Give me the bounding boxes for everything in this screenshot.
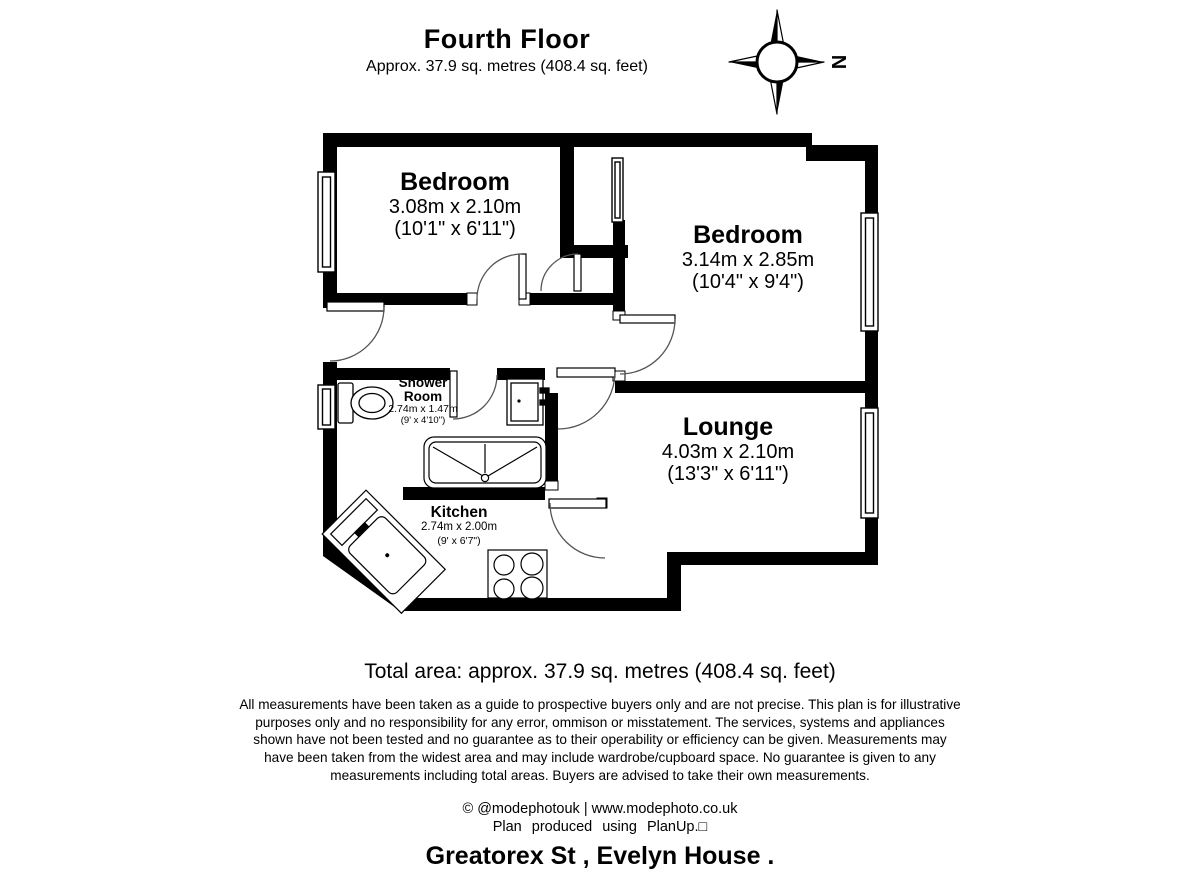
- room-name: Room: [403, 389, 443, 405]
- window-lounge: [861, 408, 878, 518]
- bedroom1-door: [477, 254, 526, 299]
- disclaimer-line: purposes only and no responsibility for any error, ommison or misstatement. The services, systems and appliances: [255, 714, 945, 730]
- window-shower-room: [318, 385, 335, 429]
- room-name: Bedroom: [400, 168, 510, 196]
- total-area: Total area: approx. 37.9 sq. metres (408.4 sq. feet): [364, 660, 836, 683]
- disclaimer-line: have been taken from the widest area and may include wardrobe/cupboard space. No guarantee is given to any: [264, 750, 936, 766]
- room-imperial-dimensions: (10'1" x 6'11"): [394, 218, 516, 241]
- disclaimer-line: shown have not been tested and no guarantee as to their operability or efficiency can be given. Measurements may: [253, 732, 947, 748]
- disclaimer: [5, 696, 1195, 784]
- compass-north-label: N: [827, 54, 849, 70]
- entrance-door: [327, 302, 384, 361]
- sink-icon: [507, 379, 549, 425]
- bedroom2-door: [620, 315, 675, 374]
- shower-door: [450, 371, 497, 419]
- room-metric-dimensions: 3.08m x 2.10m: [388, 196, 522, 218]
- room-name: Bedroom: [693, 221, 803, 249]
- room-metric-dimensions: 2.74m x 1.47m: [388, 403, 458, 416]
- page-subtitle: Approx. 37.9 sq. metres (408.4 sq. feet): [366, 58, 648, 75]
- room-name: Lounge: [682, 413, 774, 441]
- room-metric-dimensions: 2.74m x 2.00m: [420, 521, 498, 534]
- lounge-door: [557, 368, 615, 429]
- page-title: Fourth Floor: [423, 24, 591, 54]
- room-metric-dimensions: 3.14m x 2.85m: [681, 249, 815, 271]
- kitchen-door: [549, 499, 606, 558]
- produced-with-line: Plan produced using PlanUp.□: [492, 819, 708, 836]
- windows: [318, 158, 878, 518]
- closet-door: [541, 254, 581, 291]
- credit-block: [5, 800, 1195, 836]
- room-name: Kitchen: [430, 504, 488, 521]
- kitchen-sink-icon: [322, 490, 445, 613]
- room-imperial-dimensions: (13'3" x 6'11"): [667, 463, 789, 486]
- room-metric-dimensions: 4.03m x 2.10m: [661, 441, 795, 463]
- room-name: Shower: [398, 375, 448, 390]
- disclaimer-line: All measurements have been taken as a guide to prospective buyers only and are not precise. This plan is for illustrative: [239, 697, 961, 712]
- toilet-icon: [338, 383, 393, 423]
- cupboard-panel: [612, 158, 623, 222]
- shower-tray-icon: [424, 437, 546, 488]
- window-bedroom2: [861, 213, 878, 331]
- room-imperial-dimensions: (9' x 4'10"): [400, 414, 446, 426]
- room-imperial-dimensions: (10'4" x 9'4"): [692, 271, 804, 294]
- hob-icon: [488, 550, 547, 599]
- copyright-line: © @modephotouk | www.modephoto.co.uk: [462, 801, 738, 817]
- window-bedroom1: [318, 172, 335, 272]
- room-imperial-dimensions: (9' x 6'7"): [437, 534, 481, 547]
- plan-header: [157, 24, 857, 76]
- disclaimer-line: measurements including total areas. Buyers are advised to take their own measurements.: [330, 767, 870, 783]
- property-address: Greatorex St , Evelyn House .: [425, 842, 775, 870]
